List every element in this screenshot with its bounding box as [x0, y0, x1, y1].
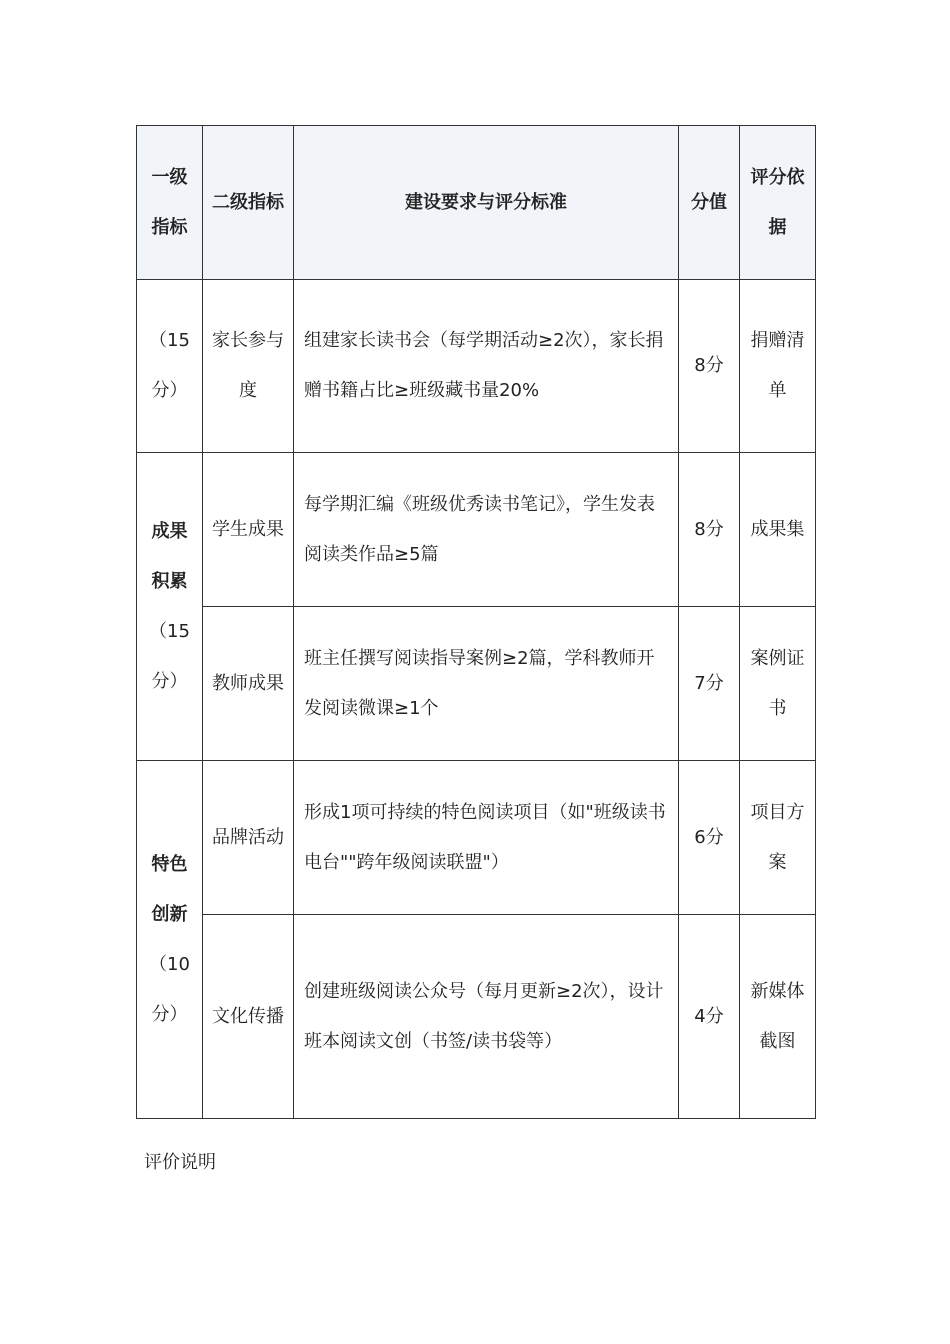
level2-cell: 品牌活动 — [203, 761, 294, 915]
level1-points: （15分） — [149, 330, 190, 401]
basis-cell: 案例证书 — [740, 607, 816, 761]
header-requirement: 建设要求与评分标准 — [294, 126, 679, 280]
header-basis: 评分依据 — [740, 126, 816, 280]
level1-cell — [137, 761, 203, 1119]
requirement-cell: 创建班级阅读公众号（每月更新≥2次），设计班本阅读文创（书签/读书袋等） — [294, 915, 679, 1119]
score-cell: 4分 — [679, 915, 740, 1119]
requirement-cell: 组建家长读书会（每学期活动≥2次），家长捐赠书籍占比≥班级藏书量20% — [294, 280, 679, 453]
score-cell: 8分 — [679, 280, 740, 453]
level1-cell — [137, 280, 203, 453]
header-level1: 一级指标 — [137, 126, 203, 280]
level2-cell: 教师成果 — [203, 607, 294, 761]
level1-name: 特色创新 — [151, 853, 188, 925]
level1-name: 成果积累 — [151, 520, 188, 592]
basis-cell: 捐赠清单 — [740, 280, 816, 453]
requirement-cell: 每学期汇编《班级优秀读书笔记》，学生发表阅读类作品≥5篇 — [294, 453, 679, 607]
score-cell: 8分 — [679, 453, 740, 607]
level2-cell: 学生成果 — [203, 453, 294, 607]
table-row — [137, 915, 816, 1119]
basis-cell: 新媒体截图 — [740, 915, 816, 1119]
requirement-cell: 形成1项可持续的特色阅读项目（如"班级读书电台""跨年级阅读联盟"） — [294, 761, 679, 915]
table-row — [137, 280, 816, 453]
basis-cell: 项目方案 — [740, 761, 816, 915]
requirement-cell: 班主任撰写阅读指导案例≥2篇，学科教师开发阅读微课≥1个 — [294, 607, 679, 761]
header-score: 分值 — [679, 126, 740, 280]
level1-cell — [137, 453, 203, 761]
level1-points: （10分） — [149, 953, 190, 1025]
evaluation-note: 评价说明 — [144, 1152, 216, 1173]
table-header-row — [137, 126, 816, 280]
header-level2: 二级指标 — [203, 126, 294, 280]
table-row — [137, 761, 816, 915]
basis-cell: 成果集 — [740, 453, 816, 607]
evaluation-table — [136, 125, 816, 1119]
table-row — [137, 453, 816, 607]
score-cell: 6分 — [679, 761, 740, 915]
level2-cell: 文化传播 — [203, 915, 294, 1119]
table-row — [137, 607, 816, 761]
score-cell: 7分 — [679, 607, 740, 761]
level2-cell: 家长参与度 — [203, 280, 294, 453]
level1-points: （15分） — [149, 620, 190, 692]
